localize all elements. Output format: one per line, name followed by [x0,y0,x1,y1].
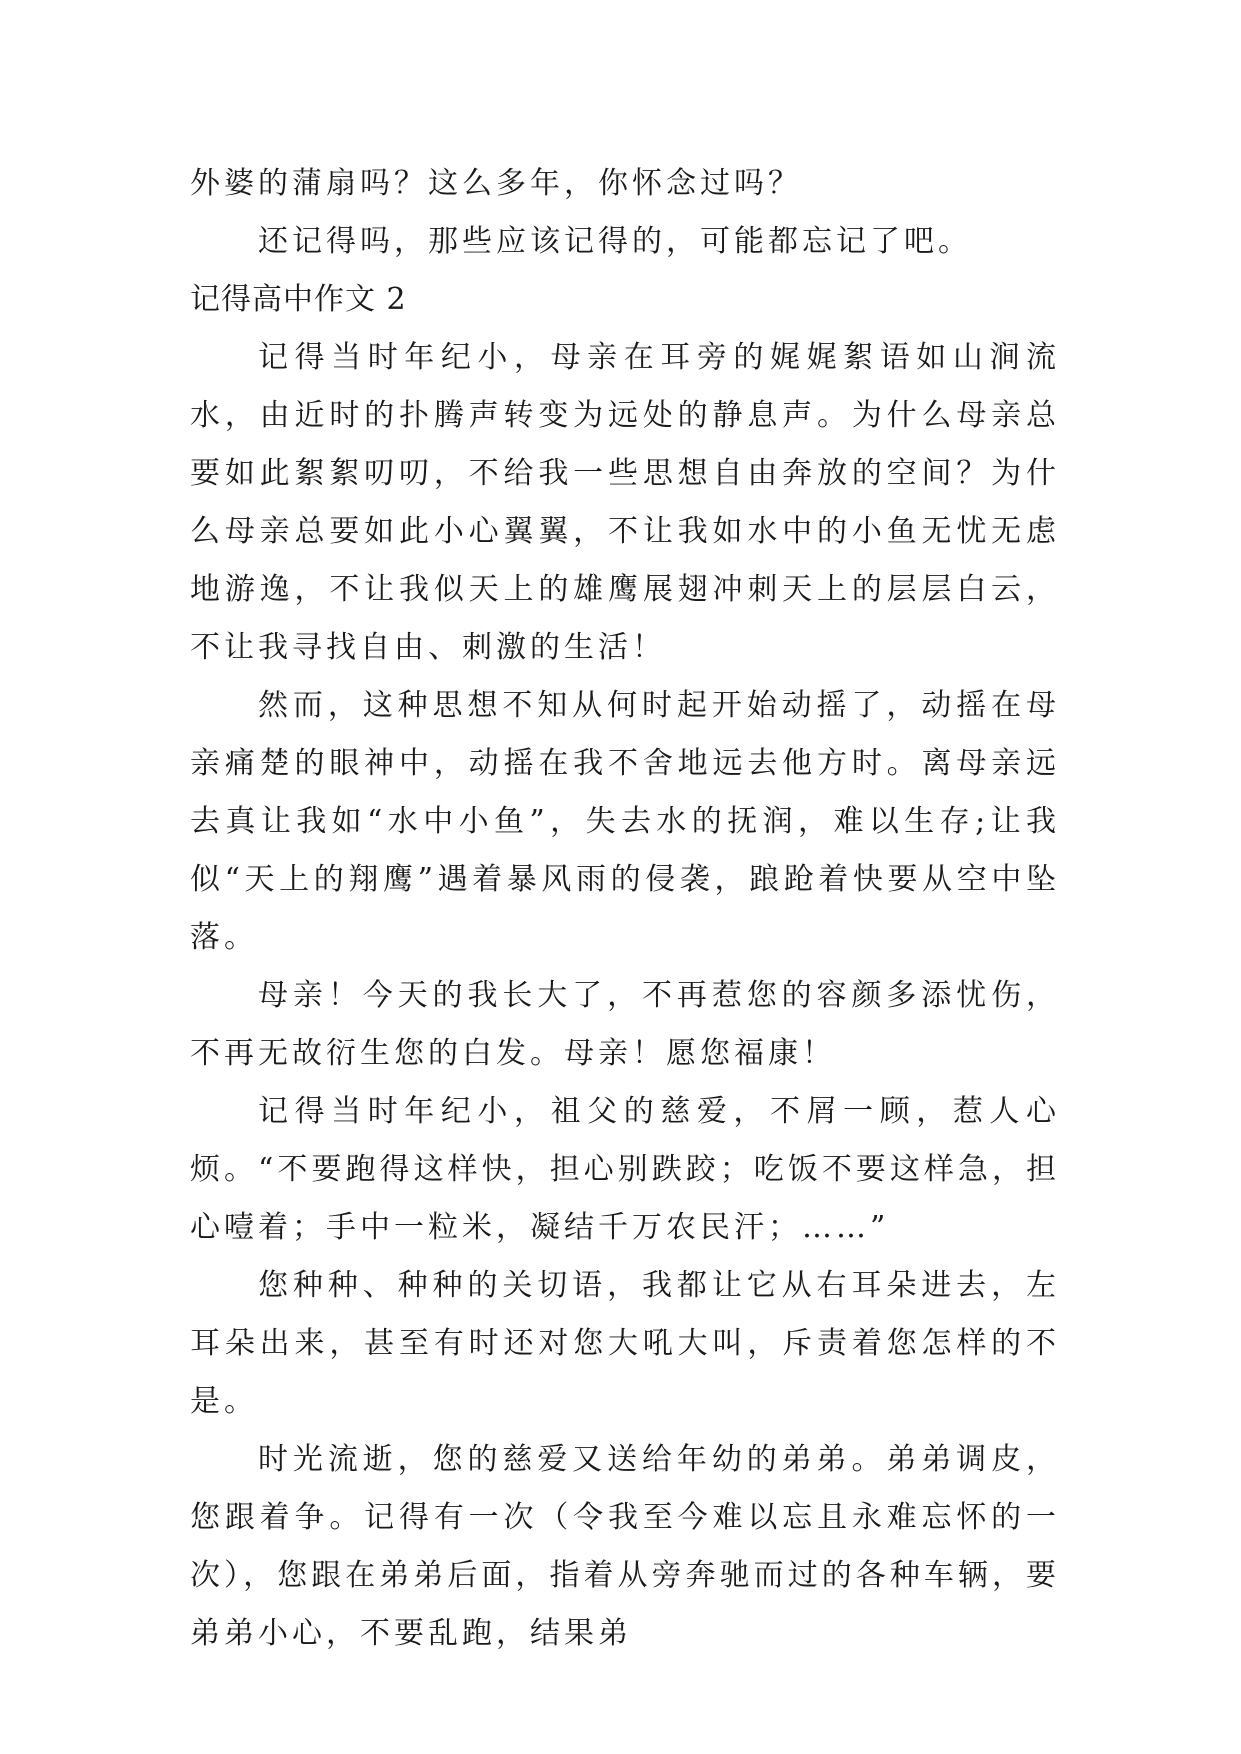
paragraph: 记得当时年纪小，母亲在耳旁的娓娓絮语如山涧流水，由近时的扑腾声转变为远处的静息声。为什么母亲总要如此絮絮叨叨，不给我一些思想自由奔放的空间？为什么母亲总要如此小心翼翼，不让我如水中的小鱼无忧无虑地游逸，不让我似天上的雄鹰展翅冲刺天上的层层白云，不让我寻找自由、刺激的生活！ [190,340,1060,665]
paragraph: 记得当时年纪小，祖父的慈爱，不屑一顾，惹人心烦。“不要跑得这样快，担心别跌跤；吃饭不要这样急，担心噎着；手中一粒米，凝结千万农民汗；……” [190,1094,1060,1245]
paragraph: 还记得吗，那些应该记得的，可能都忘记了吧。 [258,224,972,259]
section-heading: 记得高中作文 2 [190,282,407,317]
document-body [190,155,1060,1663]
paragraph: 母亲！今天的我长大了，不再惹您的容颜多添忧伤，不再无故衍生您的白发。母亲！愿您福康！ [190,978,1060,1071]
paragraph: 您种种、种种的关切语，我都让它从右耳朵进去，左耳朵出来，甚至有时还对您大吼大叫，斥责着您怎样的不是。 [190,1268,1060,1419]
paragraph: 外婆的蒲扇吗？这么多年，你怀念过吗？ [190,166,802,201]
paragraph: 然而，这种思想不知从何时起开始动摇了，动摇在母亲痛楚的眼神中，动摇在我不舍地远去他方时。离母亲远去真让我如“水中小鱼”，失去水的抚润，难以生存;让我似“天上的翔鹰”遇着暴风雨的侵袭，踉跄着快要从空中坠落。 [190,688,1060,955]
paragraph: 时光流逝，您的慈爱又送给年幼的弟弟。弟弟调皮，您跟着争。记得有一次（令我至今难以忘且永难忘怀的一次），您跟在弟弟后面，指着从旁奔驰而过的各种车辆，要弟弟小心，不要乱跑，结果弟 [190,1442,1060,1651]
